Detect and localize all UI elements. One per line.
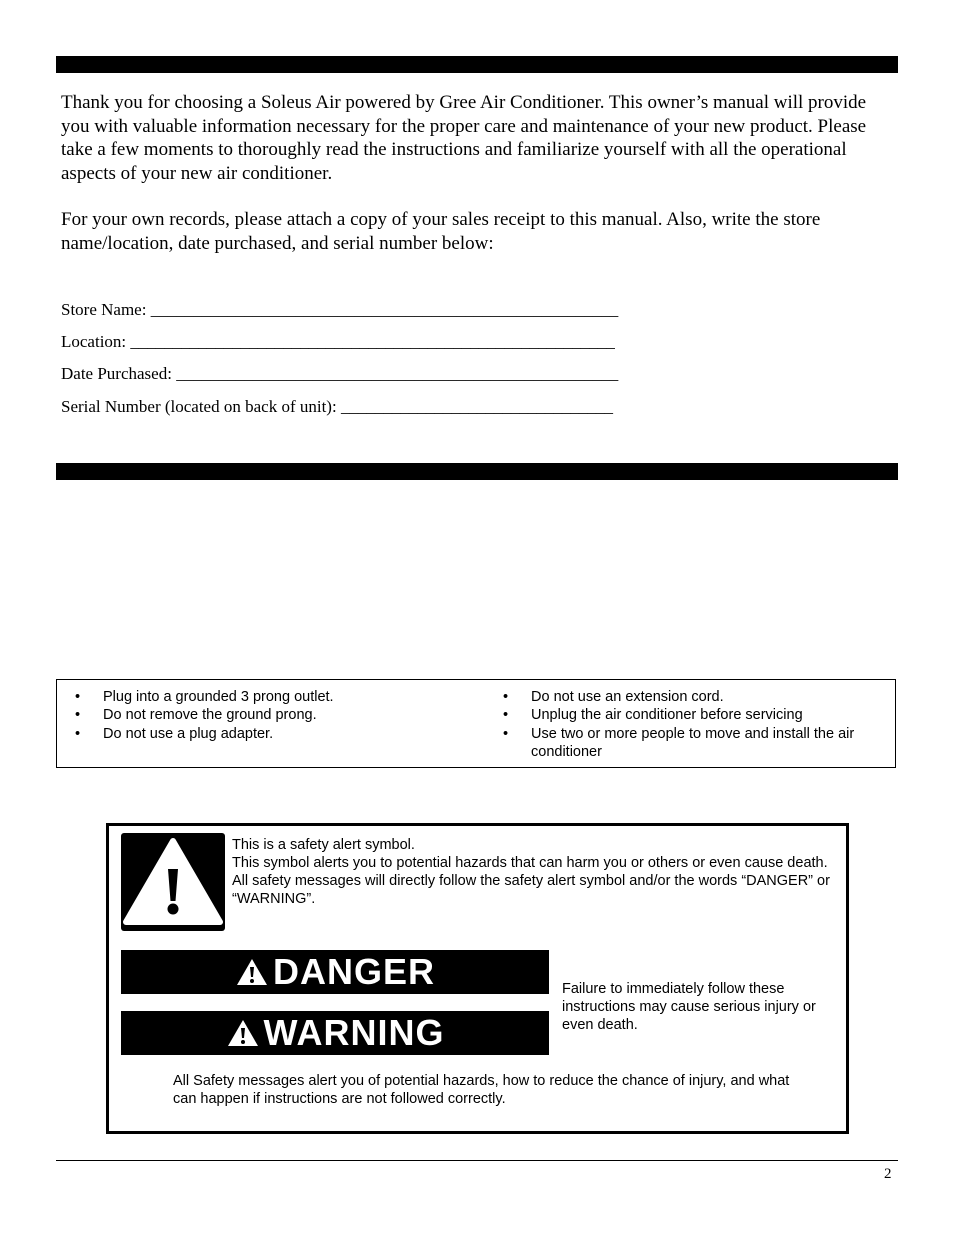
page-number: 2 bbox=[884, 1166, 892, 1182]
warning-triangle-icon bbox=[235, 957, 269, 987]
intro-paragraph: Thank you for choosing a Soleus Air powered by Gree Air Conditioner. This owner’s manual will provide you with valuable information necessary for the proper care and maintenance of your new product. Please take a few moments to thoroughly read the instructions and familiarize yourself with all the operational aspects of your new air conditioner. bbox=[61, 92, 867, 184]
list-item-text: Do not use a plug adapter. bbox=[103, 725, 274, 742]
description-line: This symbol alerts you to potential hazards that can harm you or others or even cause death. bbox=[232, 855, 828, 871]
danger-label: DANGER bbox=[272, 951, 435, 992]
list-item bbox=[501, 725, 891, 762]
location-field bbox=[61, 332, 615, 352]
safety-alert-box bbox=[106, 823, 849, 1134]
warning-triangle-icon bbox=[226, 1018, 260, 1048]
description-line: All safety messages will directly follow the safety alert symbol and/or the words “DANGER” or “WARNING”. bbox=[232, 873, 830, 907]
list-item bbox=[501, 706, 891, 724]
bullet: • bbox=[75, 725, 81, 742]
list-item-text: Plug into a grounded 3 prong outlet. bbox=[103, 689, 334, 705]
bullet: • bbox=[503, 689, 509, 705]
field-label: Serial Number (located on back of unit): bbox=[61, 397, 341, 416]
fill-in-line: ________________________________ bbox=[340, 397, 613, 416]
list-item-text: Use two or more people to move and install the air conditioner bbox=[531, 725, 855, 760]
safety-symbol-description bbox=[232, 836, 837, 908]
failure-warning-text: Failure to immediately follow these instructions may cause serious injury or even death. bbox=[562, 981, 816, 1033]
safety-messages-note: All Safety messages alert you of potential hazards, how to reduce the chance of injury, and what can happen if instructions are not followed correctly. bbox=[173, 1073, 790, 1107]
list-item bbox=[73, 706, 473, 724]
list-item bbox=[73, 725, 473, 743]
electrical-list-left bbox=[73, 688, 473, 743]
danger-sign bbox=[121, 950, 549, 994]
store-name-field bbox=[61, 300, 618, 320]
list-item bbox=[73, 688, 473, 706]
warning-sign bbox=[121, 1011, 549, 1055]
fill-in-line: _______________________________________________________ bbox=[150, 300, 619, 319]
list-item bbox=[501, 688, 891, 706]
fill-in-line: ____________________________________________________ bbox=[176, 364, 619, 383]
bullet: • bbox=[75, 689, 81, 705]
field-label: Store Name: bbox=[61, 300, 151, 319]
bullet: • bbox=[503, 725, 509, 742]
safety-alert-exclamation-icon bbox=[121, 833, 225, 931]
fill-in-line: _________________________________________________________ bbox=[130, 332, 615, 351]
bullet: • bbox=[75, 707, 81, 724]
footer-divider bbox=[56, 1160, 898, 1161]
section-header-bar bbox=[56, 56, 898, 73]
records-paragraph: For your own records, please attach a copy of your sales receipt to this manual. Also, write the store name/location, date purchased, and serial number below: bbox=[61, 209, 821, 254]
date-purchased-field bbox=[61, 364, 618, 384]
section-header-bar bbox=[56, 463, 898, 480]
field-label: Date Purchased: bbox=[61, 364, 177, 383]
warning-label: WARNING bbox=[263, 1012, 445, 1053]
list-item-text: Do not use an extension cord. bbox=[531, 689, 724, 705]
bullet: • bbox=[503, 707, 509, 724]
list-item-text: Unplug the air conditioner before servicing bbox=[531, 707, 803, 724]
electrical-safety-box bbox=[56, 679, 896, 768]
serial-number-field bbox=[61, 397, 613, 417]
electrical-list-right bbox=[501, 688, 891, 761]
description-line: This is a safety alert symbol. bbox=[232, 837, 415, 853]
safety-alert-exclamation-icon bbox=[121, 833, 225, 931]
field-label: Location: bbox=[61, 332, 131, 351]
list-item-text: Do not remove the ground prong. bbox=[103, 707, 317, 724]
